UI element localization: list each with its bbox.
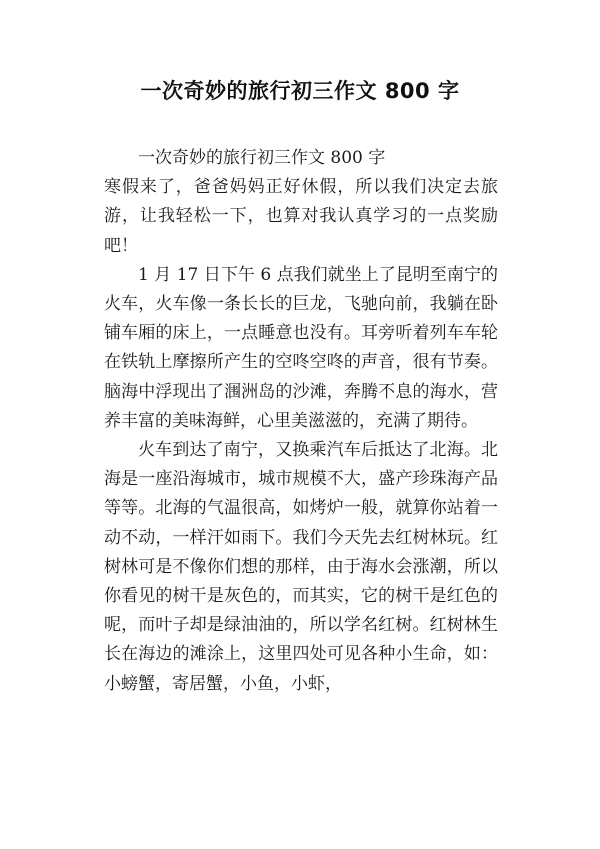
document-title: 一次奇妙的旅行初三作文 800 字: [140, 79, 460, 103]
paragraph-2: 1 月 17 日下午 6 点我们就坐上了昆明至南宁的火车，火车像一条长长的巨龙，飞驰向前，我躺在卧铺车厢的床上，一点睡意也没有。耳旁听着列车车轮在铁轨上摩擦所产生的空咚空咚的声音，很有节奏。脑海中浮现出了涠洲岛的沙滩，奔腾不息的海水，营养丰富的美味海鲜，心里美滋滋的，充满了期待。: [104, 264, 498, 431]
paragraph-3: 火车到达了南宁，又换乘汽车后抵达了北海。北海是一座沿海城市，城市规模不大，盛产珍珠海产品等等。北海的气温很高，如烤炉一般，就算你站着一动不动，一样汗如雨下。我们今天先去红树林玩。红树林可是不像你们想的那样，由于海水会涨潮，所以你看见的树干是灰色的，而其实，它的树干是红色的呢，而叶子却是绿油油的，所以学名红树。红树林生长在海边的滩涂上，这里四处可见各种小生命，如：小螃蟹，寄居蟹，小鱼，小虾，: [104, 440, 498, 694]
document-body: [104, 144, 498, 699]
paragraph-1: 寒假来了，爸爸妈妈正好休假，所以我们决定去旅游，让我轻松一下，也算对我认真学习的一点奖励吧！: [104, 177, 498, 256]
subtitle-line: 一次奇妙的旅行初三作文 800 字: [138, 148, 386, 168]
